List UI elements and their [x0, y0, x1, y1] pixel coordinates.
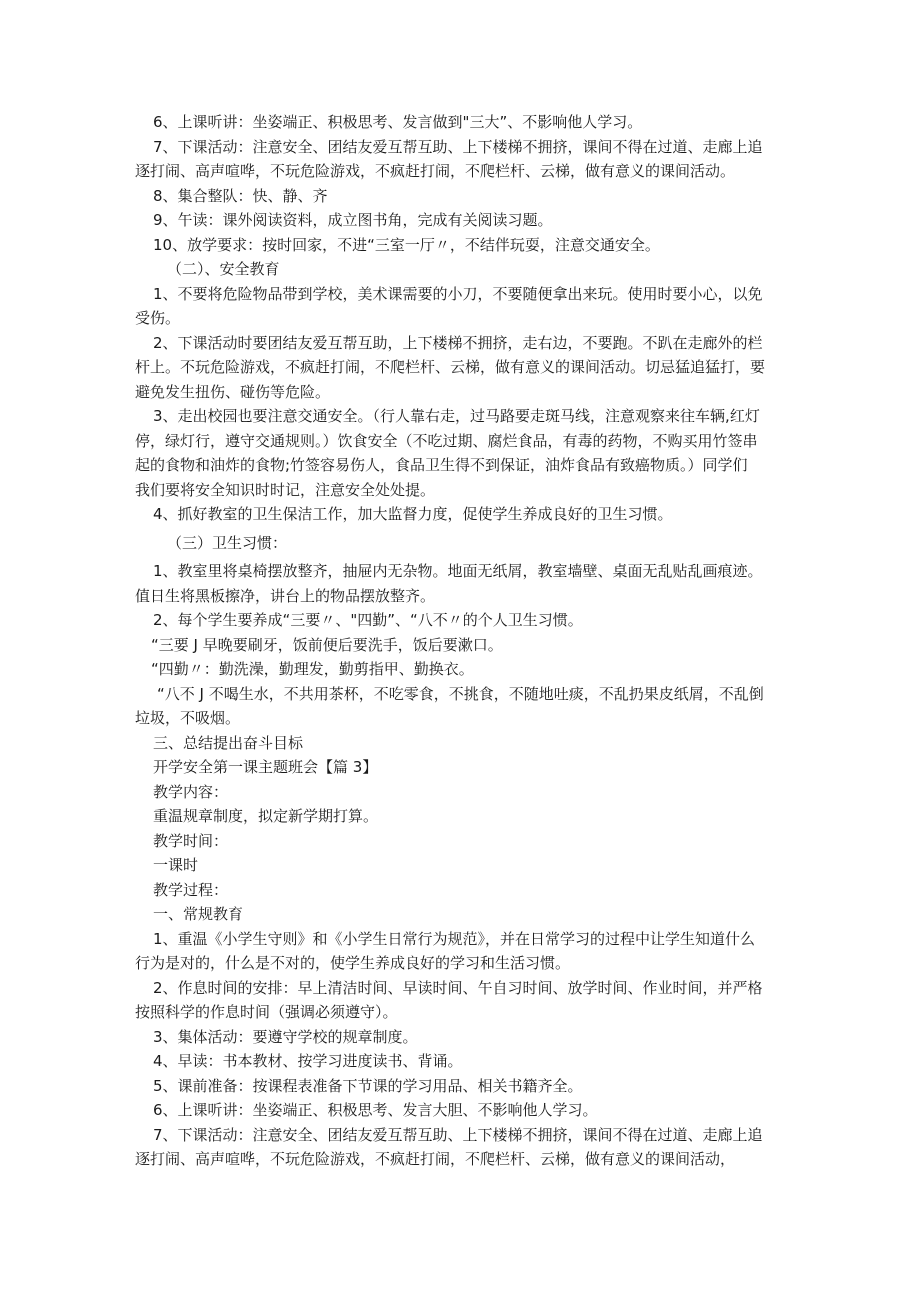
text-line: 受伤。: [135, 309, 181, 327]
text-line: 10、放学要求：按时回家，不进“三室一厅〃，不结伴玩耍，注意交通安全。: [153, 235, 660, 254]
text-line: 9、午读：课外阅读资料，成立图书角，完成有关阅读习题。: [153, 211, 553, 229]
text-line: 3、走出校园也要注意交通安全。（行人靠右走，过马路要走斑马线，注意观察来往车辆,红灯: [153, 407, 760, 425]
text-line: 重温规章制度，拟定新学期打算。: [153, 807, 379, 825]
text-line: 教学时间：: [153, 831, 229, 850]
text-line: 5、课前准备：按课程表准备下节课的学习用品、相关书籍齐全。: [153, 1076, 583, 1095]
text-line: 1、教室里将桌椅摆放整齐，抽屉内无杂物。地面无纸屑，教室墙壁、桌面无乱贴乱画痕迹。: [153, 562, 763, 580]
text-line: 行为是对的，什么是不对的，使学生养成良好的学习和生活习惯。: [135, 954, 571, 972]
text-line: 7、下课活动：注意安全、团结友爱互帮互助、上下楼梯不拥挤，课间不得在过道、走廊上追: [153, 1125, 763, 1144]
text-line: 3、集体活动：要遵守学校的规章制度。: [153, 1027, 418, 1046]
text-line: 7、下课活动：注意安全、团结友爱互帮互助、上下楼梯不拥挤，课间不得在过道、走廊上追: [153, 137, 763, 156]
text-line: 6、上课听讲：坐姿端正、积极思考、发言做到"三大”、不影响他人学习。: [153, 113, 643, 131]
text-line: “四勤〃：勤洗澡，勤理发，勤剪指甲、勤换衣。: [151, 660, 474, 678]
text-line: “三要 J 早晚要刷牙，饭前便后要洗手，饭后要漱口。: [151, 635, 503, 654]
text-line: 值日生将黑板擦净，讲台上的物品摆放整齐。: [135, 586, 436, 605]
text-line: 2、每个学生要养成“三要〃、"四勤”、“八不〃的个人卫生习惯。: [153, 611, 583, 629]
text-line: （三）卫生习惯：: [167, 533, 288, 552]
text-line: 4、抓好教室的卫生保洁工作，加大监督力度，促使学生养成良好的卫生习惯。: [153, 505, 673, 523]
text-line: 2、作息时间的安排：早上清洁时间、早读时间、午自习时间、放学时间、作业时间，并严格: [153, 978, 763, 997]
text-line: 按照科学的作息时间（强调必须遵守）。: [135, 1003, 398, 1021]
text-line: 开学安全第一课主题班会【篇 3】: [153, 758, 378, 776]
text-line: 1、重温《小学生守则》和《小学生日常行为规范》，并在日常学习的过程中让学生知道什么: [153, 929, 756, 948]
text-line: 1、不要将危险物品带到学校，美术课需要的小刀，不要随便拿出来玩。使用时要小心，以免: [153, 284, 763, 303]
text-line: 教学过程：: [153, 880, 229, 899]
text-line: 逐打闹、高声喧哗，不玩危险游戏，不疯赶打闹，不爬栏杆、云梯，做有意义的课间活动。: [135, 162, 736, 180]
document-body: [135, 110, 785, 1172]
text-line: 一、常规教育: [153, 905, 244, 923]
text-line: 起的食物和油炸的食物;竹签容易伤人，食品卫生得不到保证，油炸食品有致癌物质。）同学们: [135, 456, 748, 474]
text-line: 停，绿灯行，遵守交通规则。）饮食安全（不吃过期、腐烂食品，有毒的药物，不购买用竹签串: [135, 431, 758, 450]
text-line: 4、早读：书本教材、按学习进度读书、背诵。: [153, 1052, 463, 1070]
text-line: 我们要将安全知识时时记，注意安全处处提。: [135, 480, 436, 499]
text-line: （二）、安全教育: [167, 260, 280, 278]
text-line: 一课时: [153, 856, 199, 874]
text-line: 三、总结提出奋斗目标: [153, 733, 304, 752]
text-line: 2、下课活动时要团结友爱互帮互助，上下楼梯不拥挤，走右边，不要跑。不趴在走廊外的栏: [153, 333, 763, 352]
text-line: 教学内容：: [153, 782, 229, 801]
text-line: “八不 J 不喝生水，不共用茶杯，不吃零食，不挑食，不随地吐痰，不乱扔果皮纸屑，不乱倒: [157, 684, 764, 703]
text-line: 杆上。不玩危险游戏，不疯赶打闹，不爬栏杆、云梯，做有意义的课间活动。切忌猛追猛打，要: [135, 358, 766, 376]
text-line: 6、上课听讲：坐姿端正、积极思考、发言大胆、不影响他人学习。: [153, 1101, 598, 1119]
text-line: 逐打闹、高声喧哗，不玩危险游戏，不疯赶打闹，不爬栏杆、云梯，做有意义的课间活动，: [135, 1150, 736, 1168]
text-line: 垃圾，不吸烟。: [135, 709, 241, 727]
text-line: 8、集合整队：快、静、齐: [153, 186, 328, 205]
text-line: 避免发生扭伤、碰伤等危险。: [135, 382, 331, 401]
